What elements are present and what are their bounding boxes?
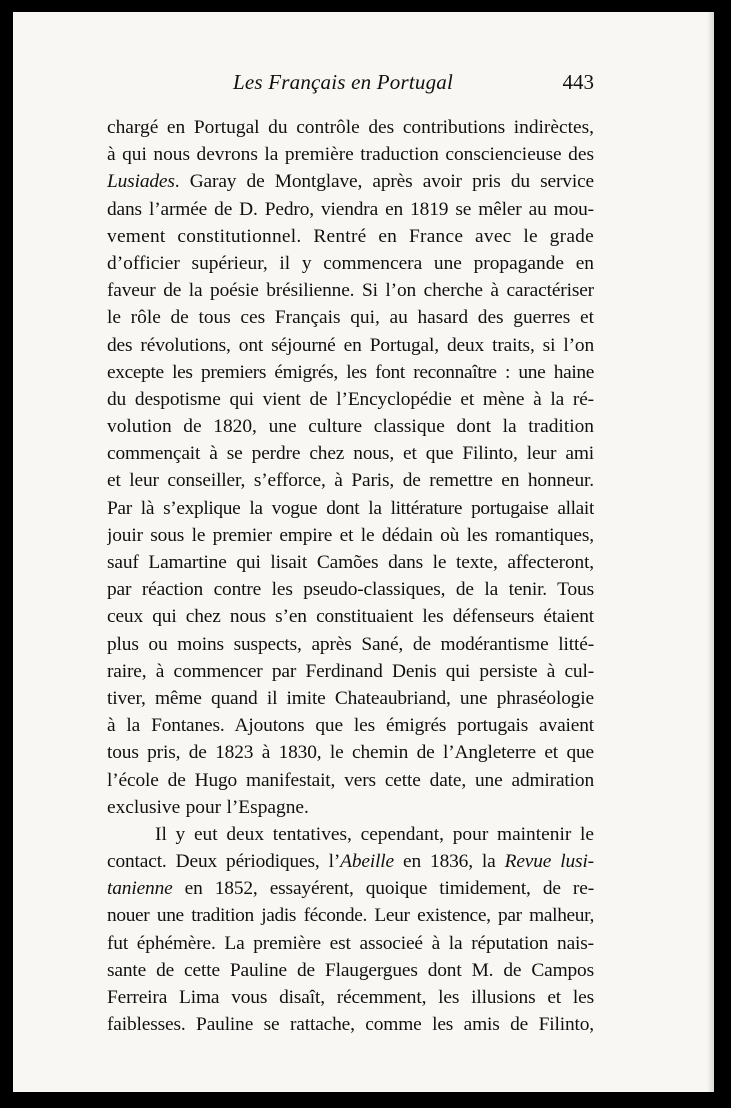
text-line-12: volution de 1820, une culture classique dont la tradition (107, 416, 594, 438)
running-header (109, 70, 594, 106)
text-line-28-middle: en 1836, la (394, 851, 505, 873)
italic-title-revue-lusi: Revue lusi- (504, 851, 594, 873)
text-line-18: par réaction contre les pseudo-classiques, de la tenir. Tous (107, 579, 594, 601)
text-line-4: dans l’armée de D. Pedro, viendra en 1819 se mêler au mou- (107, 198, 594, 220)
text-line-3-rest: . Garay de Montglave, après avoir pris du service (174, 171, 594, 193)
text-line-14: et leur conseiller, s’efforce, à Paris, de remettre en honneur. (107, 470, 594, 492)
text-line-29-rest: en 1852, essayérent, quoique timidement, de re- (172, 878, 594, 900)
text-line-15: Par là s’explique la vogue dont la littérature portugaise allait (107, 497, 594, 519)
text-line-21: raire, à commencer par Ferdinand Denis qui persiste à cul- (107, 660, 594, 682)
italic-title-lusiades: Lusiades (107, 171, 175, 193)
text-line-3 (107, 168, 594, 195)
text-line-10: excepte les premiers émigrés, les font reconnaître : une haine (107, 361, 594, 383)
text-line-28 (107, 848, 594, 875)
text-line-23: à la Fontanes. Ajoutons que les émigrés portugais avaient (107, 715, 594, 737)
book-page (13, 12, 714, 1092)
italic-title-tanienne: tanienne (107, 878, 173, 900)
text-line-20: plus ou moins suspects, après Sané, de modérantisme litté- (107, 633, 594, 655)
text-line-28-before: contact. Deux périodiques, l’ (107, 851, 341, 873)
text-line-11: du despotisme qui vient de l’Encyclopédie et mène à la ré- (107, 388, 594, 410)
text-line-1: chargé en Portugal du contrôle des contributions indirèctes, (107, 117, 594, 138)
text-line-25: l’école de Hugo manifestait, vers cette date, une admiration (107, 769, 594, 791)
text-line-24: tous pris, de 1823 à 1830, le chemin de l’Angleterre et que (107, 742, 594, 764)
text-line-30: nouer une tradition jadis féconde. Leur existence, par malheur, (107, 905, 594, 927)
text-line-16: jouir sous le premier empire et le dédain où les romantiques, (107, 524, 594, 546)
text-line-34: faiblesses. Pauline se rattache, comme les amis de Filinto, (107, 1014, 594, 1036)
italic-title-abeille: Abeille (340, 851, 395, 873)
text-line-31: fut éphémère. La première est associeé à la réputation nais- (107, 932, 594, 954)
page-edge-shadow (707, 12, 714, 1092)
text-line-8: le rôle de tous ces Français qui, au hasard des guerres et (107, 307, 594, 329)
text-line-2: à qui nous devrons la première traduction consciencieuse des (107, 144, 594, 166)
text-line-26: exclusive pour l’Espagne. (107, 796, 309, 818)
text-line-32: sante de cette Pauline de Flaugergues dont M. de Campos (107, 959, 594, 981)
running-title: Les Français en Portugal (233, 70, 454, 94)
body-text (107, 114, 594, 1038)
text-line-29 (107, 875, 594, 902)
page-number: 443 (562, 70, 594, 94)
text-line-27-paragraph-start: Il y eut deux tentatives, cependant, pour maintenir le (155, 823, 594, 845)
text-line-19: ceux qui chez nous s’en constituaient les défenseurs étaient (107, 606, 594, 628)
text-line-9: des révolutions, ont séjourné en Portugal, deux traits, si l’on (107, 334, 594, 356)
text-line-6: d’officier supérieur, il y commencera une propagande en (107, 252, 594, 274)
text-line-22: tiver, même quand il imite Chateaubriand, une phraséologie (107, 687, 594, 709)
text-line-17: sauf Lamartine qui lisait Camões dans le texte, affecteront, (107, 552, 594, 573)
text-line-33: Ferreira Lima vous disaît, récemment, les illusions et les (107, 987, 594, 1008)
text-line-13: commençait à se perdre chez nous, et que Filinto, leur ami (107, 443, 594, 465)
text-line-7: faveur de la poésie brésilienne. Si l’on cherche à caractériser (107, 280, 594, 302)
text-line-5: vement constitutionnel. Rentré en France avec le grade (107, 225, 594, 247)
